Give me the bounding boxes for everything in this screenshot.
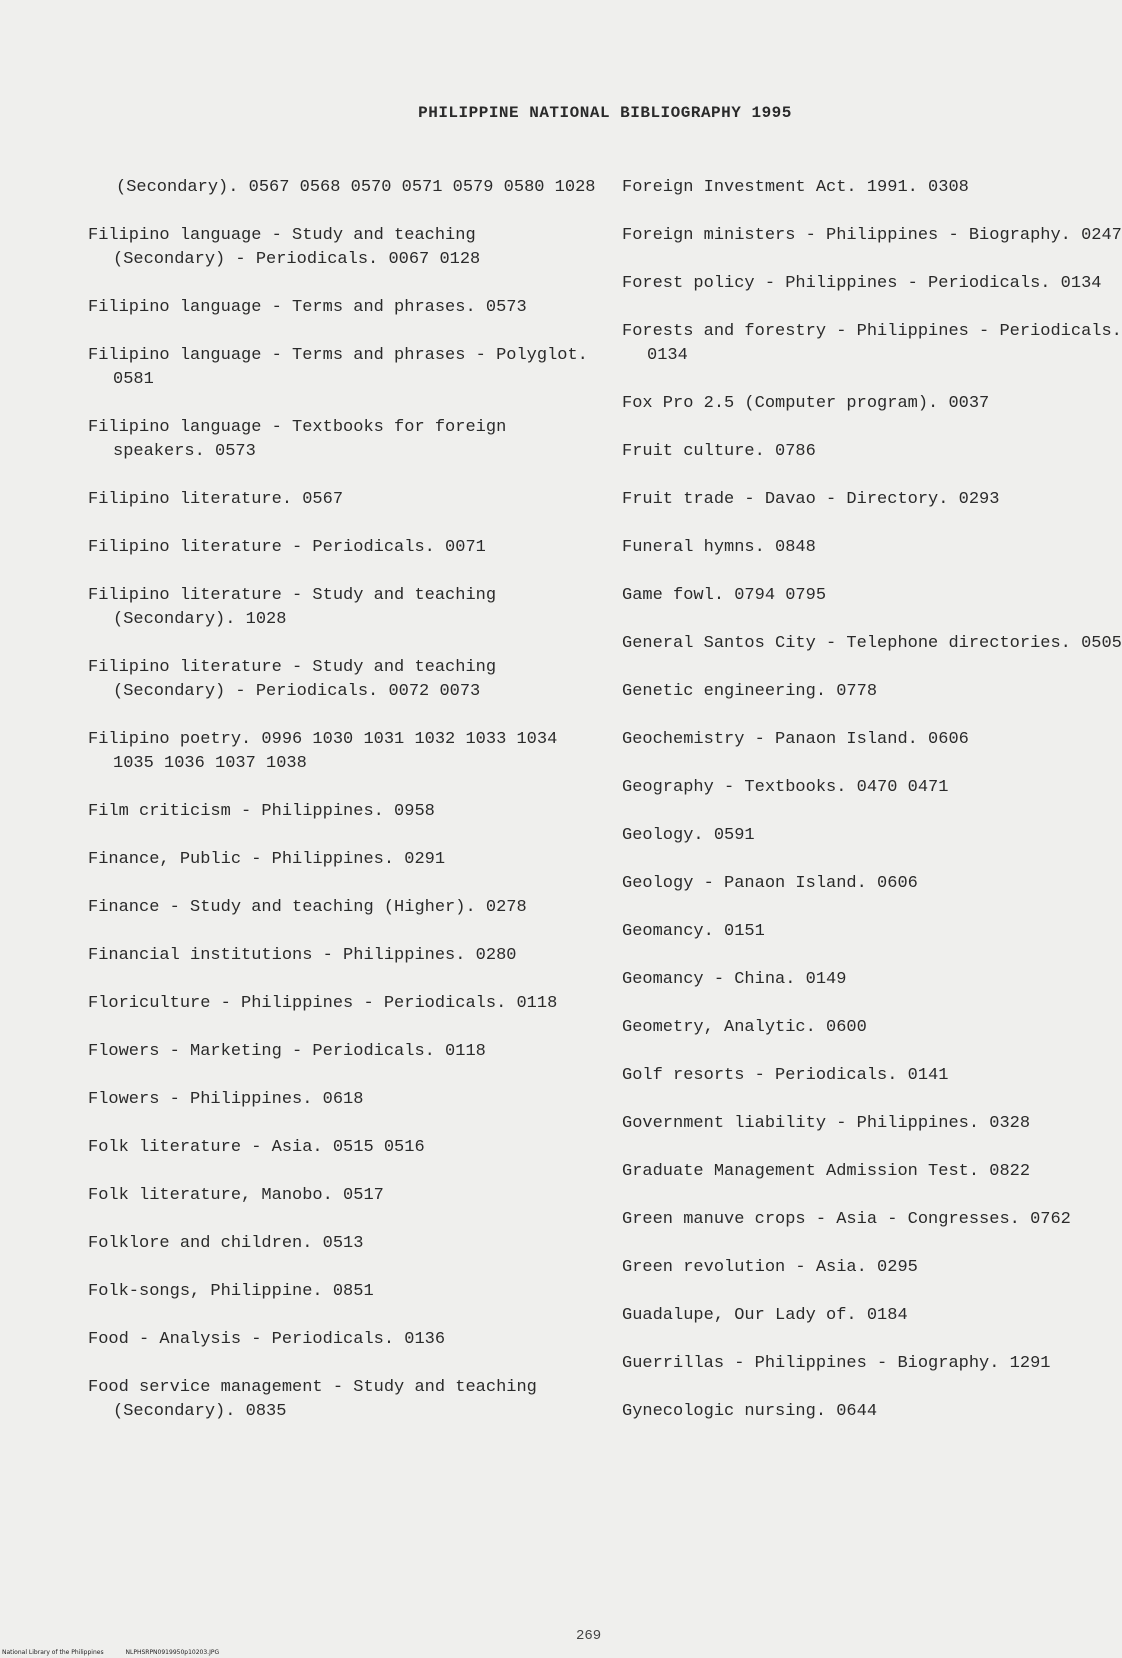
index-entry: Green manuve crops - Asia - Congresses. 0762: [622, 1210, 1071, 1229]
index-entry: Forests and forestry - Philippines - Periodicals. 0134: [622, 322, 1122, 365]
index-entry: Filipino language - Terms and phrases - Polyglot. 0581: [88, 346, 588, 389]
index-entry: Financial institutions - Philippines. 0280: [88, 946, 517, 965]
page-title: PHILIPPINE NATIONAL BIBLIOGRAPHY 1995: [418, 104, 792, 122]
page-number: 269: [576, 1628, 602, 1644]
index-entry: Geography - Textbooks. 0470 0471: [622, 778, 949, 797]
index-entry: Folk literature, Manobo. 0517: [88, 1186, 384, 1205]
index-entry: Filipino literature. 0567: [88, 490, 344, 509]
index-entry: Geomancy. 0151: [622, 922, 765, 941]
index-entry: Food service management - Study and teaching (Secondary). 0835: [88, 1378, 537, 1421]
index-entry: Film criticism - Philippines. 0958: [88, 802, 435, 821]
index-entry: Geometry, Analytic. 0600: [622, 1018, 867, 1037]
index-entry: Food - Analysis - Periodicals. 0136: [88, 1330, 446, 1349]
footer-library: National Library of the Philippines: [2, 1649, 104, 1656]
right-column: [622, 176, 1122, 1448]
index-entry: Finance, Public - Philippines. 0291: [88, 850, 446, 869]
index-entry: Genetic engineering. 0778: [622, 682, 878, 701]
index-entry: Finance - Study and teaching (Higher). 0278: [88, 898, 527, 917]
index-entry: Funeral hymns. 0848: [622, 538, 816, 557]
index-entry: Fox Pro 2.5 (Computer program). 0037: [622, 394, 990, 413]
index-entry: Foreign ministers - Philippines - Biography. 0247: [622, 226, 1122, 245]
left-column: [88, 176, 598, 1448]
index-entry: Graduate Management Admission Test. 0822: [622, 1162, 1031, 1181]
index-entry: Folk literature - Asia. 0515 0516: [88, 1138, 425, 1157]
index-entry: Filipino literature - Study and teaching (Secondary). 1028: [88, 586, 497, 629]
index-entry: Filipino literature - Study and teaching (Secondary) - Periodicals. 0072 0073: [88, 658, 497, 701]
index-entry: Folklore and children. 0513: [88, 1234, 364, 1253]
index-entry: Flowers - Philippines. 0618: [88, 1090, 364, 1109]
index-entry: Guerrillas - Philippines - Biography. 1291: [622, 1354, 1051, 1373]
index-entry: Flowers - Marketing - Periodicals. 0118: [88, 1042, 486, 1061]
index-entry: General Santos City - Telephone directories. 0505: [622, 634, 1122, 653]
index-entry: Geology - Panaon Island. 0606: [622, 874, 918, 893]
index-entry: Foreign Investment Act. 1991. 0308: [622, 178, 969, 197]
index-entry: Geology. 0591: [622, 826, 755, 845]
index-entry: Green revolution - Asia. 0295: [622, 1258, 918, 1277]
index-entry: Fruit trade - Davao - Directory. 0293: [622, 490, 1000, 509]
index-entry: Fruit culture. 0786: [622, 442, 816, 461]
index-entry: Geomancy - China. 0149: [622, 970, 847, 989]
index-entry: Government liability - Philippines. 0328: [622, 1114, 1031, 1133]
index-entry: Filipino literature - Periodicals. 0071: [88, 538, 486, 557]
index-entry: Floriculture - Philippines - Periodicals. 0118: [88, 994, 558, 1013]
index-entry: Geochemistry - Panaon Island. 0606: [622, 730, 969, 749]
index-entry: Filipino poetry. 0996 1030 1031 1032 1033 1034 1035 1036 1037 1038: [88, 730, 558, 773]
index-entry: Gynecologic nursing. 0644: [622, 1402, 878, 1421]
index-entry: Golf resorts - Periodicals. 0141: [622, 1066, 949, 1085]
index-entry: Folk-songs, Philippine. 0851: [88, 1282, 374, 1301]
index-entry: (Secondary). 0567 0568 0570 0571 0579 0580 1028: [116, 178, 596, 197]
index-entry: Filipino language - Study and teaching (Secondary) - Periodicals. 0067 0128: [88, 226, 481, 269]
footer-file: NLPHSRPN0919950p10203.JPG: [125, 1649, 220, 1656]
index-entry: Game fowl. 0794 0795: [622, 586, 827, 605]
index-entry: Filipino language - Textbooks for foreign speakers. 0573: [88, 418, 507, 461]
footer: [2, 1649, 239, 1656]
index-entry: Filipino language - Terms and phrases. 0573: [88, 298, 527, 317]
index-entry: Forest policy - Philippines - Periodicals. 0134: [622, 274, 1102, 293]
index-entry: Guadalupe, Our Lady of. 0184: [622, 1306, 908, 1325]
